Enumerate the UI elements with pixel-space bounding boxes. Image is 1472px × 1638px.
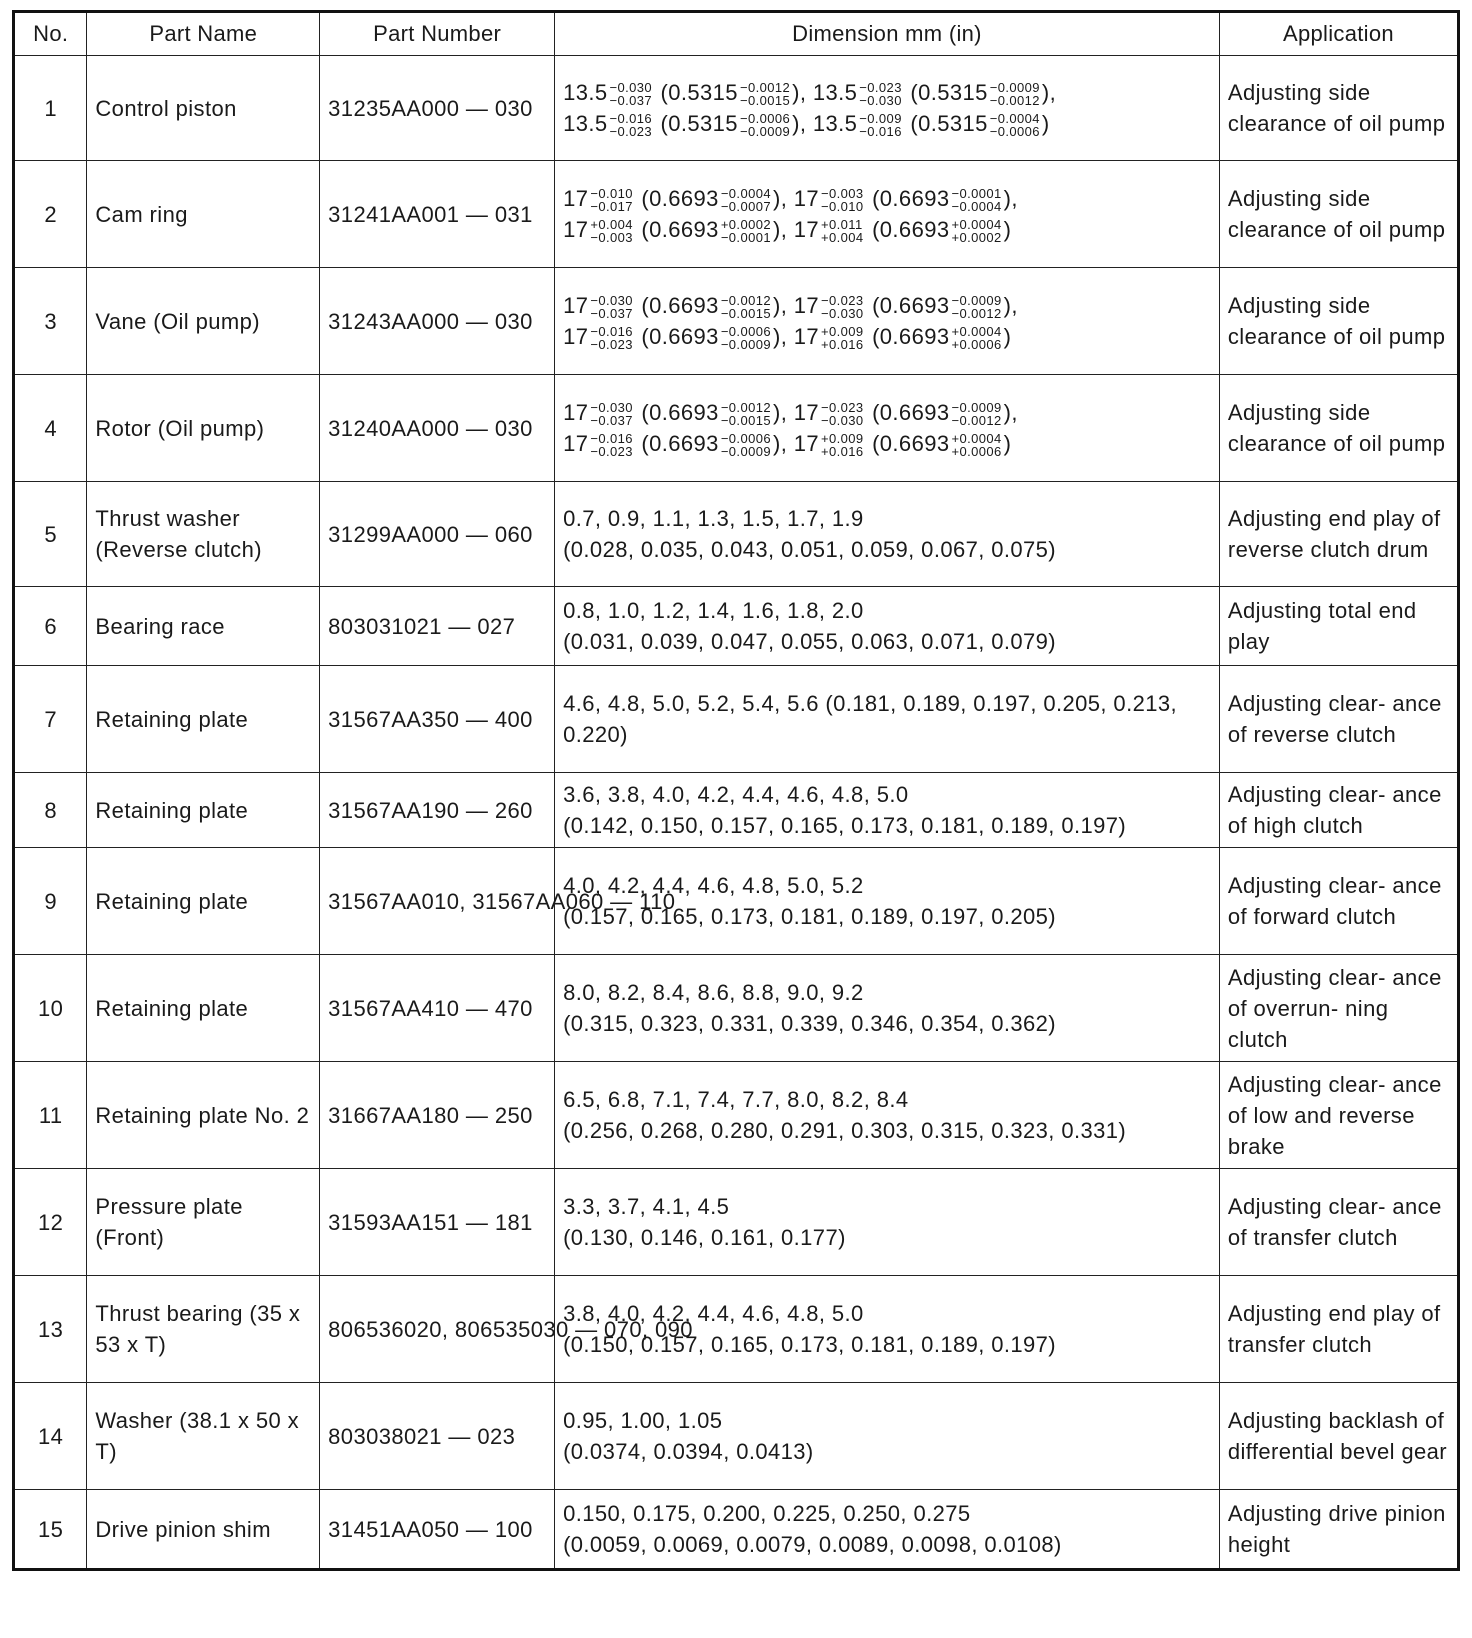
dimension-base: (0.6693 <box>872 293 950 318</box>
dimension-base: 17 <box>563 431 589 456</box>
application: Adjusting clear- ance of overrun- ning clutch <box>1219 955 1458 1062</box>
part-name: Rotor (Oil pump) <box>87 375 320 482</box>
tolerance-lower: −0.016 <box>859 124 902 140</box>
tolerance <box>609 81 652 107</box>
tolerance <box>721 187 771 213</box>
tolerance-upper: −0.0006 <box>720 431 771 447</box>
tolerance-upper: −0.023 <box>859 80 902 96</box>
tolerance <box>821 218 864 244</box>
dimension-line: 0.95, 1.00, 1.05 <box>563 1408 723 1433</box>
application: Adjusting side clearance of oil pump <box>1219 268 1458 375</box>
tolerance <box>821 401 864 427</box>
dimension-line <box>563 108 1211 139</box>
dimension-suffix: ), <box>792 111 807 136</box>
dimension-suffix: ), <box>772 186 788 211</box>
dimension-base: (0.5315 <box>910 80 988 105</box>
dimension-line: 8.0, 8.2, 8.4, 8.6, 8.8, 9.0, 9.2 <box>563 980 864 1005</box>
dimension-base: (0.6693 <box>641 324 719 349</box>
dimension-cell <box>555 482 1220 587</box>
part-name: Retaining plate <box>87 773 320 848</box>
dimension-base: (0.6693 <box>641 217 719 242</box>
table-row <box>14 482 1459 587</box>
dimension-line: 0.7, 0.9, 1.1, 1.3, 1.5, 1.7, 1.9 <box>563 506 864 531</box>
tolerance-lower: −0.037 <box>609 93 653 109</box>
dimension-base: 17 <box>563 324 589 349</box>
table-body <box>14 56 1459 1570</box>
tolerance-upper: +0.0004 <box>951 217 1002 233</box>
tolerance-lower: +0.004 <box>821 230 864 246</box>
dimension-line: (0.256, 0.268, 0.280, 0.291, 0.303, 0.315, 0.323, 0.331) <box>563 1118 1127 1143</box>
dimension-suffix: ) <box>1041 111 1050 136</box>
dimension-line: 4.0, 4.2, 4.4, 4.6, 4.8, 5.0, 5.2 <box>563 873 864 898</box>
part-name: Drive pinion shim <box>87 1490 320 1570</box>
dimension-line: (0.142, 0.150, 0.157, 0.165, 0.173, 0.181, 0.189, 0.197) <box>563 813 1127 838</box>
part-number: 803031021 — 027 <box>320 587 555 666</box>
row-number: 9 <box>14 848 87 955</box>
tolerance-upper: +0.009 <box>821 324 864 340</box>
table-row <box>14 268 1459 375</box>
header-row <box>14 12 1459 56</box>
tolerance-lower: −0.0001 <box>720 230 771 246</box>
tolerance-upper: −0.0012 <box>720 293 771 309</box>
row-number: 6 <box>14 587 87 666</box>
tolerance-lower: +0.016 <box>821 444 864 460</box>
tolerance-lower: −0.003 <box>590 230 633 246</box>
dimension-base: (0.6693 <box>641 400 719 425</box>
tolerance <box>821 432 864 458</box>
tolerance-lower: −0.0012 <box>989 93 1040 109</box>
dimension-base: 17 <box>793 324 820 349</box>
dimension-suffix: ) <box>1003 431 1012 456</box>
dimension-suffix: ), <box>792 80 807 105</box>
tolerance <box>951 218 1001 244</box>
tolerance-lower: −0.023 <box>590 337 633 353</box>
part-number: 31567AA410 — 470 <box>320 955 555 1062</box>
part-name: Thrust bearing (35 x 53 x T) <box>87 1276 320 1383</box>
part-number: 31451AA050 — 100 <box>320 1490 555 1570</box>
dimension-suffix: ), <box>772 293 788 318</box>
dimension-base: 17 <box>563 186 589 211</box>
dimension-base: 17 <box>793 293 820 318</box>
part-number: 31567AA010, 31567AA060 — 110 <box>320 848 555 955</box>
dimension-line <box>563 397 1211 428</box>
dimension-cell <box>555 268 1220 375</box>
dimension-base: 17 <box>563 217 589 242</box>
row-number: 3 <box>14 268 87 375</box>
dimension-cell <box>555 1276 1220 1383</box>
dimension-line: (0.0059, 0.0069, 0.0079, 0.0089, 0.0098, 0.0108) <box>563 1532 1062 1557</box>
tolerance-upper: −0.010 <box>590 186 633 202</box>
dimension-suffix: ), <box>772 400 788 425</box>
dimension-base: 17 <box>793 400 820 425</box>
tolerance-lower: −0.030 <box>821 306 864 322</box>
dimension-suffix: ), <box>772 431 788 456</box>
application: Adjusting end play of reverse clutch drum <box>1219 482 1458 587</box>
dimension-base: (0.6693 <box>641 186 719 211</box>
tolerance-lower: −0.0006 <box>989 124 1040 140</box>
tolerance <box>590 187 633 213</box>
tolerance-upper: +0.0004 <box>951 324 1002 340</box>
dimension-base: 17 <box>563 400 589 425</box>
application: Adjusting clear- ance of low and reverse brake <box>1219 1062 1458 1169</box>
dimension-base: (0.6693 <box>641 431 719 456</box>
row-number: 1 <box>14 56 87 161</box>
part-number: 31240AA000 — 030 <box>320 375 555 482</box>
header-dimension: Dimension mm (in) <box>555 12 1220 56</box>
table-row <box>14 587 1459 666</box>
dimension-base: (0.5315 <box>660 111 738 136</box>
dimension-line: (0.0374, 0.0394, 0.0413) <box>563 1439 814 1464</box>
dimension-line: 4.6, 4.8, 5.0, 5.2, 5.4, 5.6 (0.181, 0.189, 0.197, 0.205, 0.213, <box>563 691 1178 716</box>
dimension-base: (0.6693 <box>872 217 950 242</box>
row-number: 10 <box>14 955 87 1062</box>
dimension-base: 17 <box>793 217 820 242</box>
dimension-base: 17 <box>793 431 820 456</box>
tolerance-lower: +0.0006 <box>951 444 1002 460</box>
tolerance-upper: −0.009 <box>859 111 902 127</box>
table-row <box>14 848 1459 955</box>
tolerance <box>590 294 633 320</box>
part-number: 31567AA350 — 400 <box>320 666 555 773</box>
dimension-line <box>563 321 1211 352</box>
table-row <box>14 773 1459 848</box>
tolerance-upper: −0.0001 <box>951 186 1002 202</box>
part-name: Retaining plate <box>87 955 320 1062</box>
dimension-line: 0.8, 1.0, 1.2, 1.4, 1.6, 1.8, 2.0 <box>563 598 864 623</box>
application: Adjusting end play of transfer clutch <box>1219 1276 1458 1383</box>
tolerance-lower: −0.023 <box>590 444 633 460</box>
dimension-cell <box>555 56 1220 161</box>
table-row <box>14 955 1459 1062</box>
tolerance-upper: −0.030 <box>590 400 633 416</box>
tolerance <box>951 325 1001 351</box>
row-number: 12 <box>14 1169 87 1276</box>
parts-table <box>12 10 1460 1571</box>
dimension-cell <box>555 773 1220 848</box>
part-name: Washer (38.1 x 50 x T) <box>87 1383 320 1490</box>
tolerance <box>859 112 902 138</box>
part-number: 803038021 — 023 <box>320 1383 555 1490</box>
dimension-line <box>563 77 1211 108</box>
tolerance-upper: −0.0009 <box>951 400 1002 416</box>
part-number: 806536020, 806535030 — 070, 090 <box>320 1276 555 1383</box>
tolerance <box>859 81 902 107</box>
header-part-number: Part Number <box>320 12 555 56</box>
tolerance-upper: −0.016 <box>590 324 633 340</box>
tolerance-upper: −0.030 <box>590 293 633 309</box>
part-number: 31593AA151 — 181 <box>320 1169 555 1276</box>
tolerance-lower: −0.023 <box>609 124 653 140</box>
tolerance-upper: −0.023 <box>821 293 864 309</box>
tolerance-upper: +0.009 <box>821 431 864 447</box>
tolerance-lower: −0.010 <box>821 199 864 215</box>
row-number: 15 <box>14 1490 87 1570</box>
part-name: Vane (Oil pump) <box>87 268 320 375</box>
dimension-suffix: ), <box>1041 80 1057 105</box>
part-number: 31241AA001 — 031 <box>320 161 555 268</box>
dimension-base: 13.5 <box>563 111 608 136</box>
dimension-base: (0.6693 <box>872 431 950 456</box>
table-row <box>14 1490 1459 1570</box>
tolerance <box>721 432 771 458</box>
tolerance-lower: −0.0012 <box>951 306 1002 322</box>
tolerance-upper: −0.0004 <box>720 186 771 202</box>
tolerance <box>721 401 771 427</box>
dimension-suffix: ) <box>1003 324 1012 349</box>
tolerance-lower: −0.0009 <box>739 124 791 140</box>
dimension-base: (0.6693 <box>872 324 950 349</box>
tolerance-upper: −0.0006 <box>739 111 791 127</box>
dimension-line: 3.6, 3.8, 4.0, 4.2, 4.4, 4.6, 4.8, 5.0 <box>563 782 909 807</box>
tolerance-lower: −0.0015 <box>720 306 771 322</box>
table-row <box>14 1062 1459 1169</box>
tolerance <box>951 432 1001 458</box>
dimension-base: (0.6693 <box>872 400 950 425</box>
tolerance <box>590 432 633 458</box>
dimension-suffix: ), <box>1003 186 1018 211</box>
part-name: Thrust washer (Reverse clutch) <box>87 482 320 587</box>
tolerance-lower: −0.0009 <box>720 444 771 460</box>
part-name: Bearing race <box>87 587 320 666</box>
tolerance <box>590 401 633 427</box>
application: Adjusting drive pinion height <box>1219 1490 1458 1570</box>
part-name: Retaining plate No. 2 <box>87 1062 320 1169</box>
dimension-suffix: ) <box>1003 217 1012 242</box>
dimension-line <box>563 183 1211 214</box>
dimension-line: (0.031, 0.039, 0.047, 0.055, 0.063, 0.071, 0.079) <box>563 629 1057 654</box>
header-no: No. <box>14 12 87 56</box>
dimension-suffix: ), <box>772 217 788 242</box>
dimension-base: (0.5315 <box>910 111 988 136</box>
dimension-cell <box>555 1383 1220 1490</box>
dimension-cell <box>555 955 1220 1062</box>
dimension-base: (0.6693 <box>641 293 719 318</box>
table-row <box>14 56 1459 161</box>
part-number: 31567AA190 — 260 <box>320 773 555 848</box>
dimension-line: (0.157, 0.165, 0.173, 0.181, 0.189, 0.197, 0.205) <box>563 904 1057 929</box>
dimension-cell <box>555 848 1220 955</box>
application: Adjusting clear- ance of reverse clutch <box>1219 666 1458 773</box>
application: Adjusting clear- ance of transfer clutch <box>1219 1169 1458 1276</box>
tolerance <box>590 325 633 351</box>
row-number: 5 <box>14 482 87 587</box>
dimension-line: 0.150, 0.175, 0.200, 0.225, 0.250, 0.275 <box>563 1501 971 1526</box>
tolerance-lower: −0.037 <box>590 413 633 429</box>
tolerance-upper: −0.016 <box>609 111 653 127</box>
row-number: 7 <box>14 666 87 773</box>
row-number: 4 <box>14 375 87 482</box>
tolerance <box>821 187 864 213</box>
tolerance-upper: −0.0012 <box>720 400 771 416</box>
application: Adjusting side clearance of oil pump <box>1219 161 1458 268</box>
tolerance-lower: −0.0004 <box>951 199 1002 215</box>
tolerance-lower: −0.030 <box>859 93 902 109</box>
row-number: 8 <box>14 773 87 848</box>
dimension-line: 3.8, 4.0, 4.2, 4.4, 4.6, 4.8, 5.0 <box>563 1301 864 1326</box>
tolerance <box>740 81 790 107</box>
tolerance-lower: −0.0015 <box>720 413 771 429</box>
dimension-cell <box>555 587 1220 666</box>
tolerance <box>590 218 633 244</box>
dimension-line: 6.5, 6.8, 7.1, 7.4, 7.7, 8.0, 8.2, 8.4 <box>563 1087 909 1112</box>
tolerance-upper: −0.023 <box>821 400 864 416</box>
part-number: 31299AA000 — 060 <box>320 482 555 587</box>
table-row <box>14 375 1459 482</box>
dimension-suffix: ), <box>1003 293 1018 318</box>
tolerance-upper: −0.0004 <box>989 111 1040 127</box>
table-row <box>14 1276 1459 1383</box>
tolerance <box>951 294 1001 320</box>
tolerance-lower: −0.017 <box>590 199 633 215</box>
part-number: 31243AA000 — 030 <box>320 268 555 375</box>
tolerance <box>951 401 1001 427</box>
dimension-line <box>563 290 1211 321</box>
dimension-line: (0.130, 0.146, 0.161, 0.177) <box>563 1225 846 1250</box>
dimension-cell <box>555 1062 1220 1169</box>
tolerance-lower: −0.030 <box>821 413 864 429</box>
tolerance <box>821 325 864 351</box>
tolerance-lower: +0.0006 <box>951 337 1002 353</box>
tolerance <box>821 294 864 320</box>
application: Adjusting side clearance of oil pump <box>1219 375 1458 482</box>
row-number: 13 <box>14 1276 87 1383</box>
row-number: 11 <box>14 1062 87 1169</box>
part-number: 31667AA180 — 250 <box>320 1062 555 1169</box>
table-row <box>14 1383 1459 1490</box>
tolerance-lower: +0.0002 <box>951 230 1002 246</box>
tolerance <box>609 112 652 138</box>
dimension-line: (0.150, 0.157, 0.165, 0.173, 0.181, 0.189, 0.197) <box>563 1332 1057 1357</box>
part-name: Retaining plate <box>87 666 320 773</box>
dimension-base: 17 <box>563 293 589 318</box>
dimension-base: (0.5315 <box>660 80 738 105</box>
tolerance-upper: −0.003 <box>821 186 864 202</box>
dimension-base: 17 <box>793 186 820 211</box>
dimension-line <box>563 214 1211 245</box>
tolerance-upper: −0.030 <box>609 80 653 96</box>
row-number: 14 <box>14 1383 87 1490</box>
dimension-base: 13.5 <box>812 80 858 105</box>
part-name: Retaining plate <box>87 848 320 955</box>
tolerance-lower: +0.016 <box>821 337 864 353</box>
tolerance-upper: +0.0004 <box>951 431 1002 447</box>
dimension-line: (0.028, 0.035, 0.043, 0.051, 0.059, 0.067, 0.075) <box>563 537 1057 562</box>
tolerance-upper: −0.0012 <box>739 80 791 96</box>
dimension-line: (0.315, 0.323, 0.331, 0.339, 0.346, 0.354, 0.362) <box>563 1011 1057 1036</box>
dimension-cell <box>555 1490 1220 1570</box>
application: Adjusting clear- ance of high clutch <box>1219 773 1458 848</box>
dimension-line: 3.3, 3.7, 4.1, 4.5 <box>563 1194 730 1219</box>
dimension-cell <box>555 375 1220 482</box>
tolerance-lower: −0.0015 <box>739 93 791 109</box>
tolerance-upper: −0.0006 <box>720 324 771 340</box>
application: Adjusting backlash of differential bevel gear <box>1219 1383 1458 1490</box>
tolerance <box>990 112 1040 138</box>
part-name: Control piston <box>87 56 320 161</box>
table-row <box>14 666 1459 773</box>
application: Adjusting total end play <box>1219 587 1458 666</box>
tolerance-lower: −0.0009 <box>720 337 771 353</box>
tolerance-lower: −0.037 <box>590 306 633 322</box>
dimension-line <box>563 428 1211 459</box>
application: Adjusting clear- ance of forward clutch <box>1219 848 1458 955</box>
tolerance-upper: −0.016 <box>590 431 633 447</box>
tolerance-upper: +0.004 <box>590 217 633 233</box>
tolerance <box>721 294 771 320</box>
dimension-base: 13.5 <box>563 80 608 105</box>
tolerance <box>951 187 1001 213</box>
dimension-suffix: ), <box>1003 400 1018 425</box>
part-name: Cam ring <box>87 161 320 268</box>
header-application: Application <box>1219 12 1458 56</box>
dimension-cell <box>555 161 1220 268</box>
part-number: 31235AA000 — 030 <box>320 56 555 161</box>
tolerance-upper: +0.011 <box>821 217 863 233</box>
tolerance <box>721 325 771 351</box>
dimension-suffix: ), <box>772 324 788 349</box>
header-part-name: Part Name <box>87 12 320 56</box>
tolerance-upper: +0.0002 <box>720 217 771 233</box>
dimension-cell <box>555 666 1220 773</box>
tolerance <box>740 112 790 138</box>
dimension-base: (0.6693 <box>872 186 950 211</box>
dimension-base: 13.5 <box>812 111 858 136</box>
tolerance-lower: −0.0007 <box>720 199 771 215</box>
table-row <box>14 161 1459 268</box>
tolerance <box>721 218 771 244</box>
dimension-line: 0.220) <box>563 722 628 747</box>
dimension-cell <box>555 1169 1220 1276</box>
row-number: 2 <box>14 161 87 268</box>
table-row <box>14 1169 1459 1276</box>
tolerance-upper: −0.0009 <box>951 293 1002 309</box>
application: Adjusting side clearance of oil pump <box>1219 56 1458 161</box>
tolerance <box>990 81 1040 107</box>
tolerance-upper: −0.0009 <box>989 80 1040 96</box>
tolerance-lower: −0.0012 <box>951 413 1002 429</box>
part-name: Pressure plate (Front) <box>87 1169 320 1276</box>
